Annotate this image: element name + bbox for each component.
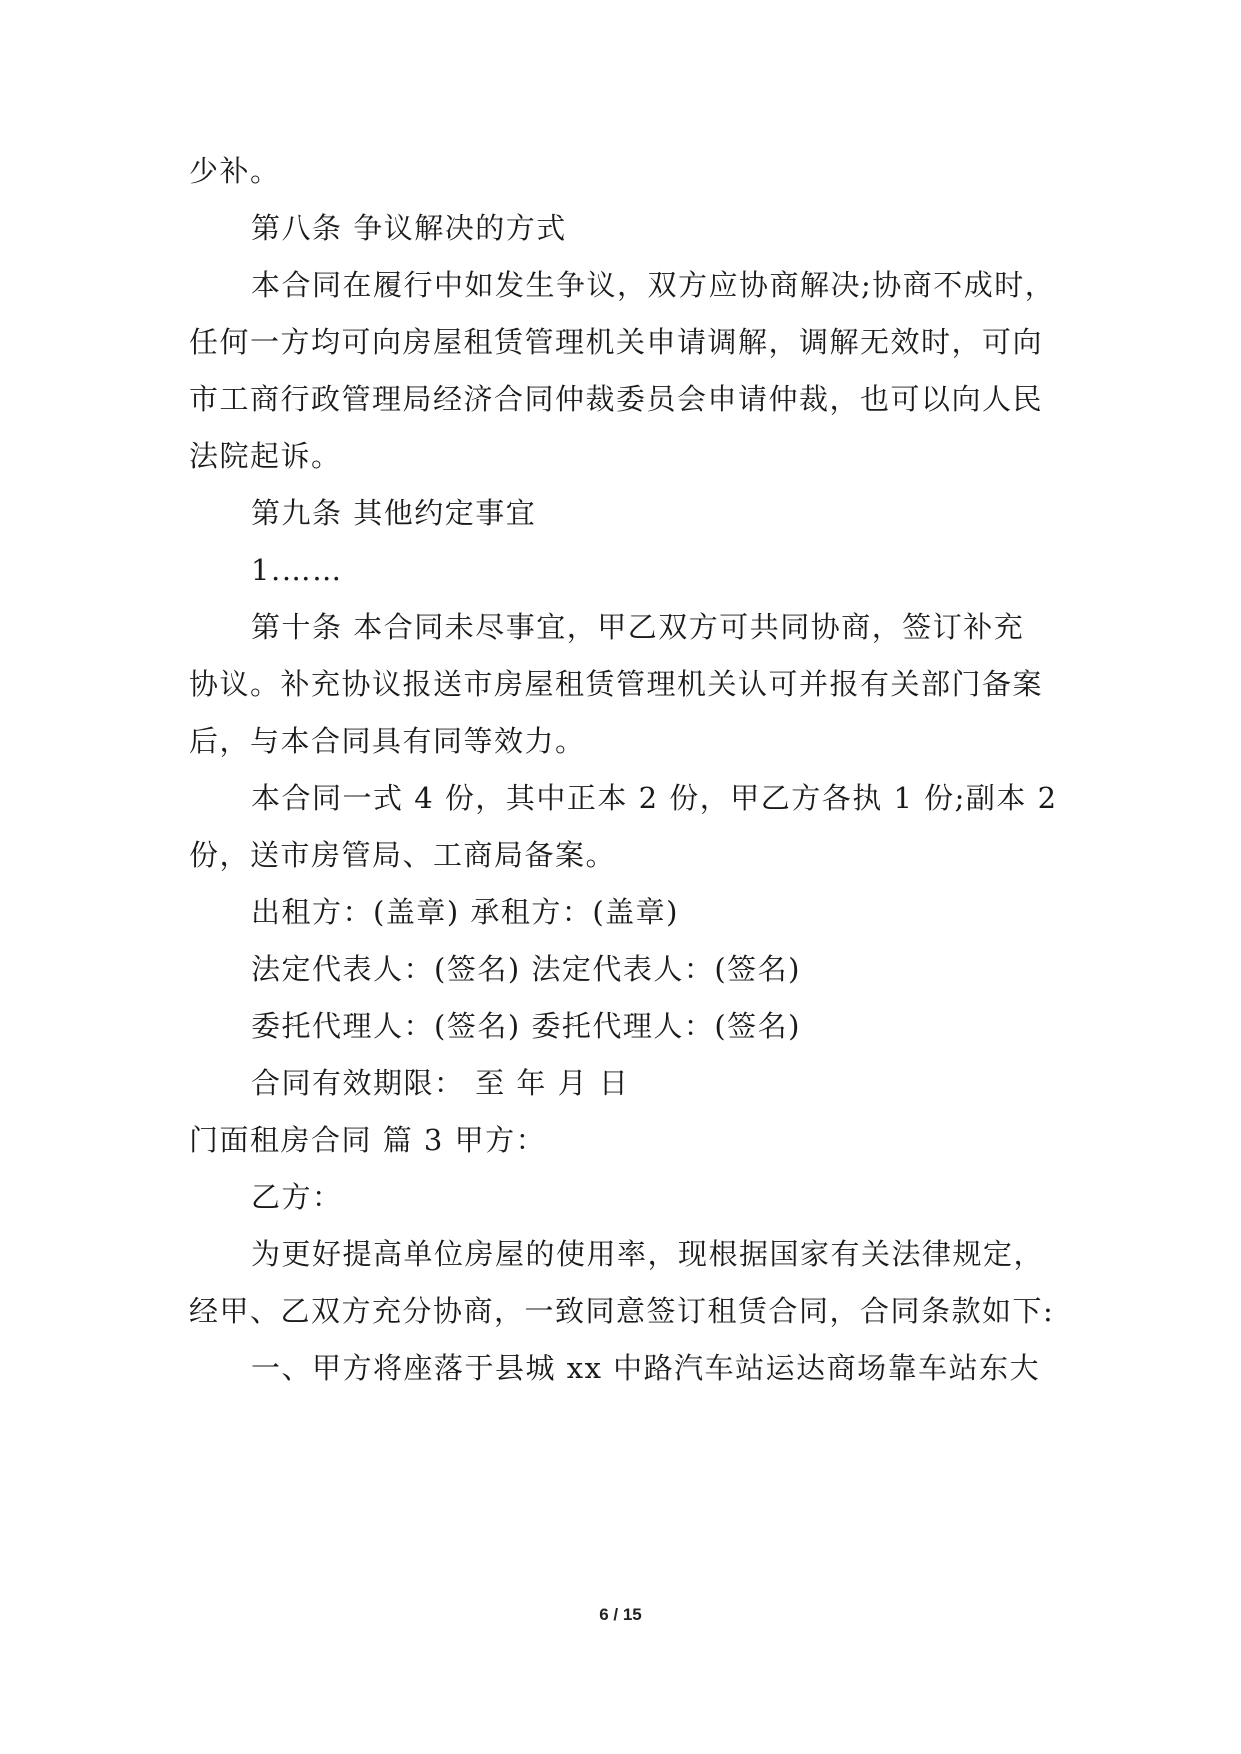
text-line: 后，与本合同具有同等效力。 bbox=[189, 724, 586, 758]
text-line: 少补。 bbox=[189, 154, 281, 188]
validity-line: 合同有效期限： 至 年 月 日 bbox=[251, 1066, 630, 1100]
text-line: 协议。补充协议报送市房屋租赁管理机关认可并报有关部门备案 bbox=[189, 667, 1044, 701]
section-heading: 第九条 其他约定事宜 bbox=[251, 496, 537, 530]
page-number: 6 / 15 bbox=[599, 1605, 642, 1624]
text-line: 为更好提高单位房屋的使用率，现根据国家有关法律规定， bbox=[251, 1237, 1045, 1271]
text-line: 法院起诉。 bbox=[189, 439, 342, 473]
contract-title-line: 门面租房合同 篇 3 甲方： bbox=[189, 1123, 547, 1157]
text-line: 本合同在履行中如发生争议，双方应协商解决;协商不成时， bbox=[251, 268, 1056, 302]
text-line: 经甲、乙双方充分协商，一致同意签订租赁合同，合同条款如下: bbox=[189, 1294, 1055, 1328]
text-line: 份，送市房管局、工商局备案。 bbox=[189, 838, 617, 872]
signature-line: 委托代理人：(签名) 委托代理人：(签名) bbox=[251, 1009, 801, 1043]
signature-line: 法定代表人：(签名) 法定代表人：(签名) bbox=[251, 952, 801, 986]
text-line: 乙方： bbox=[251, 1180, 343, 1214]
text-line: 1.…… bbox=[251, 553, 343, 587]
section-heading: 第八条 争议解决的方式 bbox=[251, 211, 567, 245]
signature-line: 出租方：(盖章) 承租方：(盖章) bbox=[251, 895, 679, 929]
text-line: 第十条 本合同未尽事宜，甲乙双方可共同协商，签订补充 bbox=[251, 610, 1025, 644]
text-line: 一、甲方将座落于县城 xx 中路汽车站运达商场靠车站东大 bbox=[251, 1351, 1041, 1385]
text-line: 市工商行政管理局经济合同仲裁委员会申请仲裁，也可以向人民 bbox=[189, 382, 1044, 416]
text-line: 本合同一式 4 份，其中正本 2 份，甲乙方各执 1 份;副本 2 bbox=[251, 781, 1058, 815]
text-line: 任何一方均可向房屋租赁管理机关申请调解，调解无效时，可向 bbox=[189, 325, 1044, 359]
